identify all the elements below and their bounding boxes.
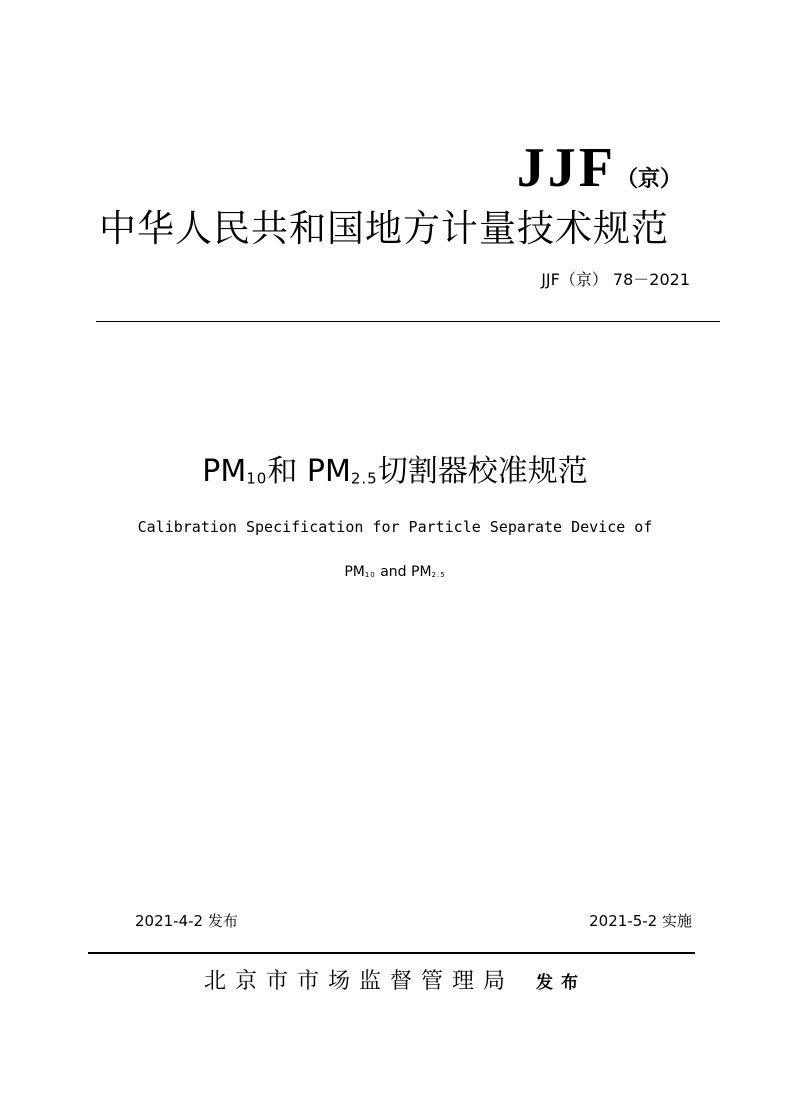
implementation-date: 2021-5-2 实施 <box>589 912 692 930</box>
title-en-subscript-10: 10 <box>364 571 376 580</box>
standard-number: JJF（京） 78－2021 <box>541 270 690 289</box>
issuer-name: 北京市市场监督管理局 <box>203 969 514 994</box>
title-en-subscript-2-5: 2.5 <box>431 571 446 580</box>
issue-date: 2021-4-2 发布 <box>135 912 238 930</box>
header-divider <box>96 321 720 322</box>
title-en-pm: PM <box>344 564 365 580</box>
standard-mark <box>516 137 682 199</box>
document-title-en-line1: Calibration Specification for Particle Separate Device of <box>137 518 653 536</box>
title-cn-subscript-10: 10 <box>246 469 268 488</box>
standard-type-heading: 中华人民共和国地方计量技术规范 <box>99 207 669 250</box>
title-en-and: and PM <box>375 564 432 580</box>
title-cn-and: 和 PM <box>267 454 351 489</box>
document-title-cn <box>0 454 790 489</box>
jjf-logo-text: JJF <box>516 137 616 199</box>
issuer-action: 发布 <box>536 973 586 993</box>
document-title-en-line2 <box>0 565 790 579</box>
title-cn-rest: 切割器校准规范 <box>377 454 588 489</box>
footer-divider <box>88 952 695 954</box>
jjf-region-suffix: （京） <box>615 167 682 192</box>
title-cn-subscript-2-5: 2.5 <box>350 469 378 488</box>
title-cn-pm: PM <box>202 454 247 489</box>
issuer-line <box>0 971 790 993</box>
